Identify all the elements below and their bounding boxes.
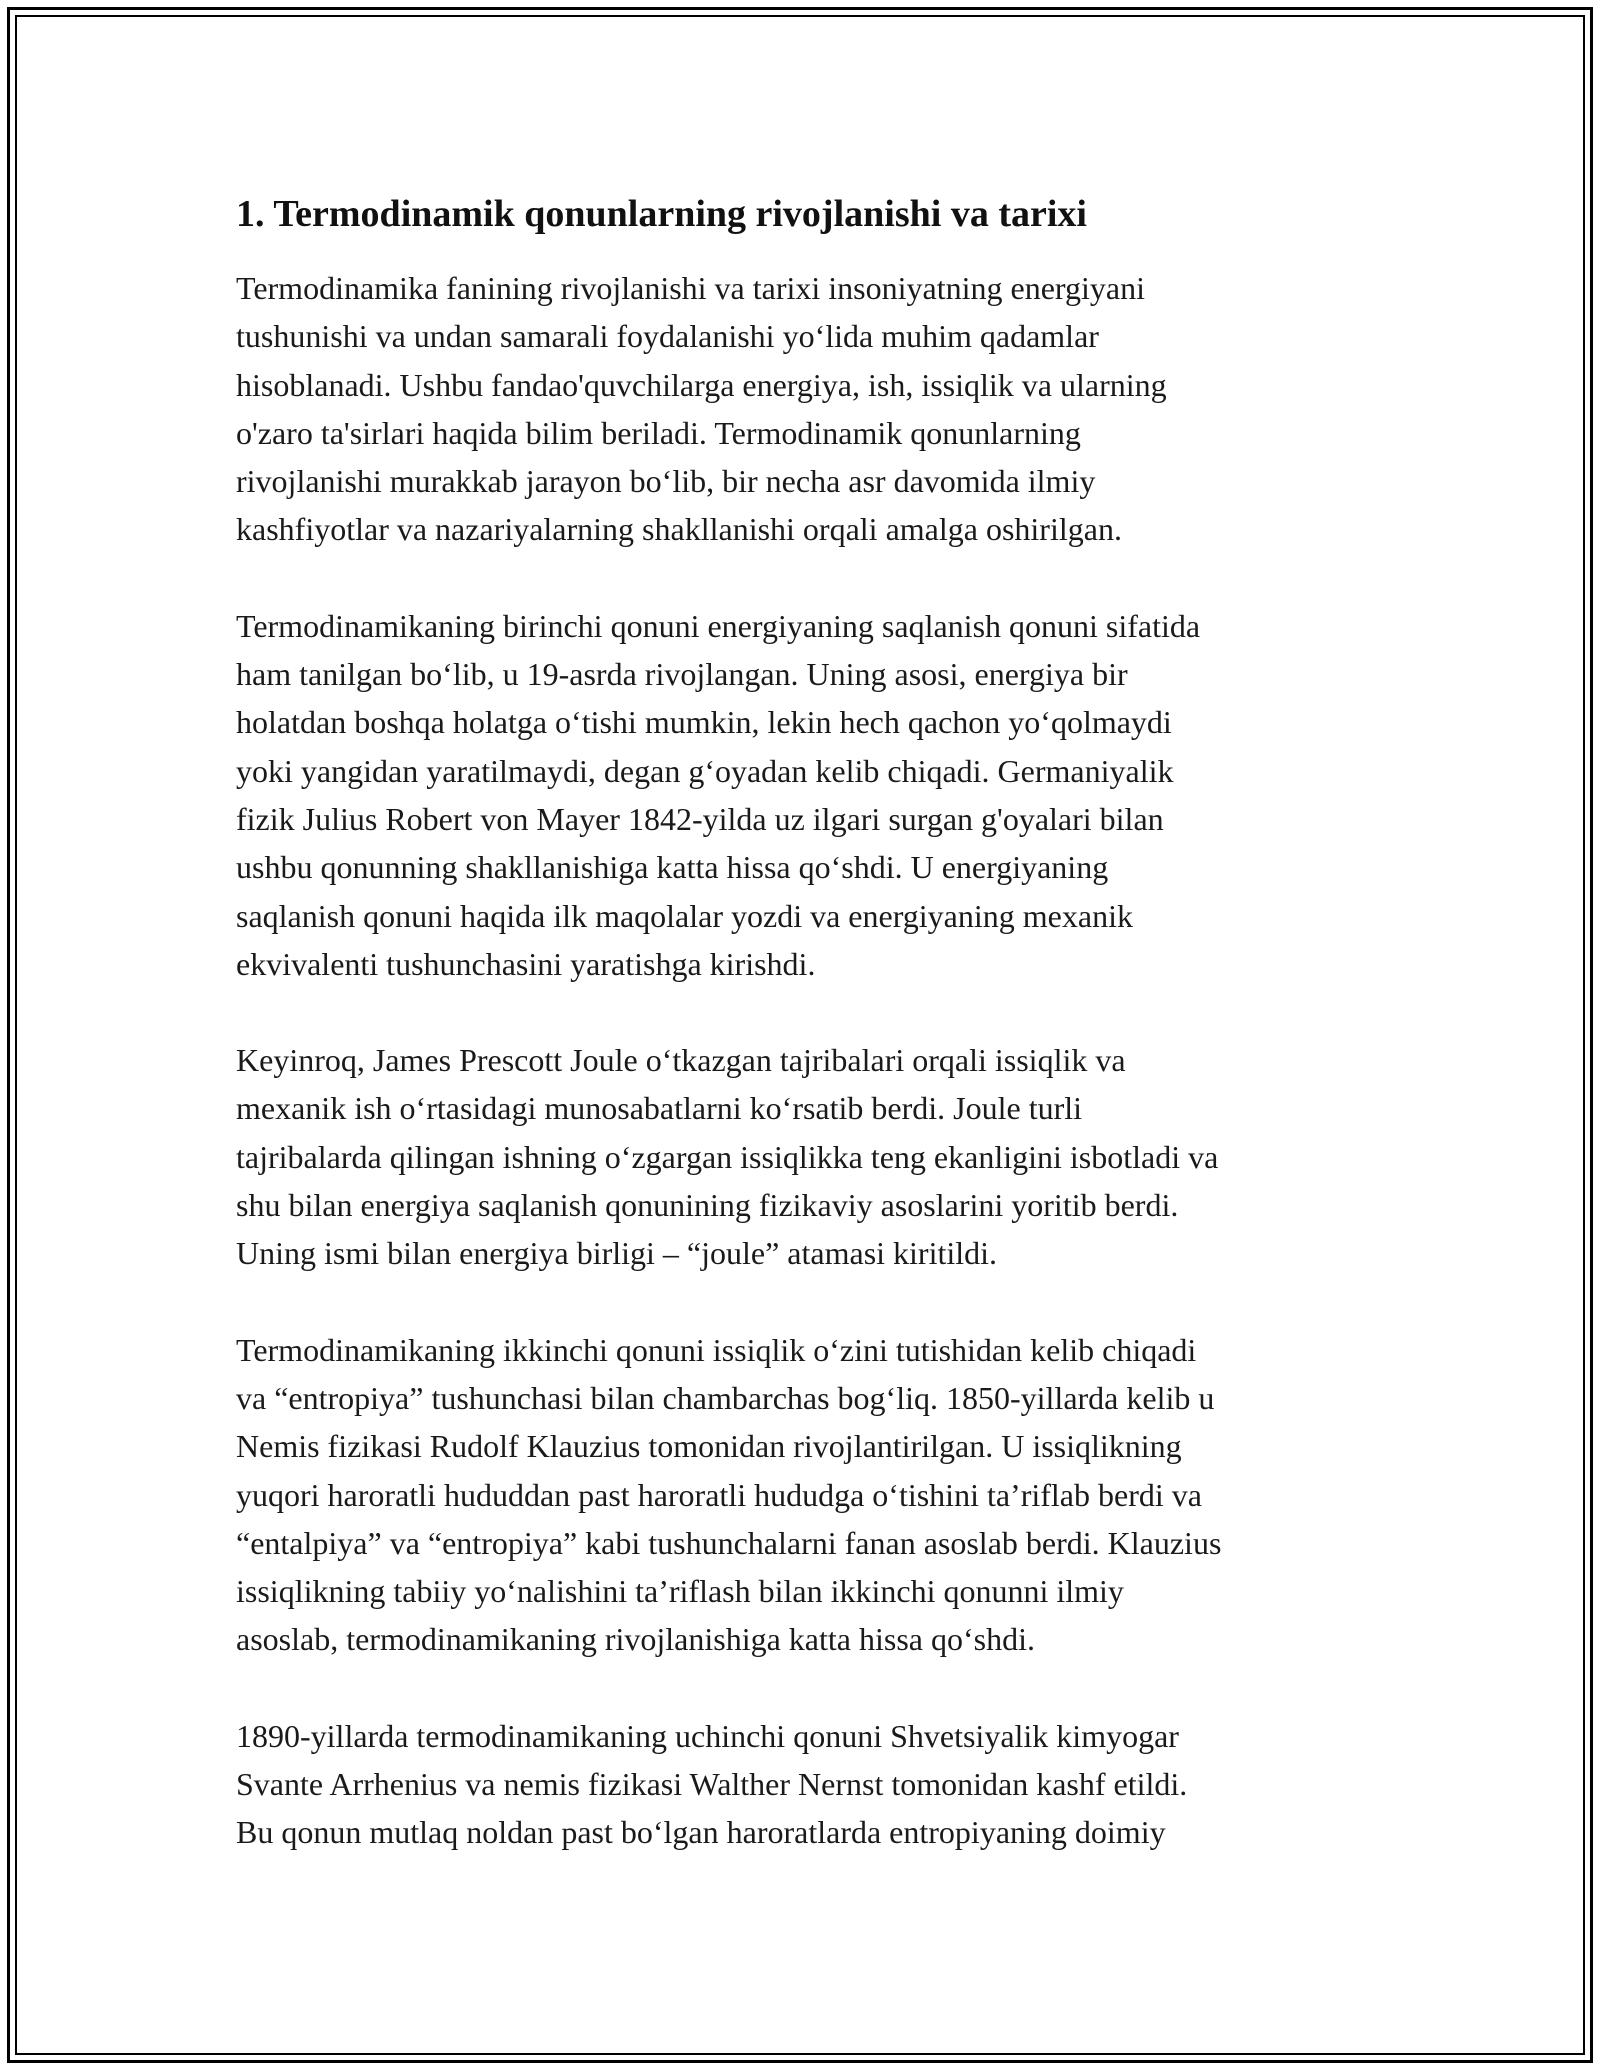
text-line: Bu qonun mutlaq noldan past bo‘lgan haroratlarda entropiyaning doimiy xyxy=(236,1814,1166,1851)
paragraph-first-law xyxy=(236,602,1366,988)
text-line: Uning ismi bilan energiya birligi – “joule” atamasi kiritildi. xyxy=(236,1235,998,1272)
text-line: ham tanilgan bo‘lib, u 19-asrda rivojlangan. Uning asosi, energiya bir xyxy=(236,656,1128,693)
text-line: Termodinamikaning birinchi qonuni energiyaning saqlanish qonuni sifatida xyxy=(236,607,1201,644)
text-line: va “entropiya” tushunchasi bilan chambarchas bog‘liq. 1850-yillarda kelib u xyxy=(236,1379,1215,1416)
text-line: yoki yangidan yaratilmaydi, degan g‘oyadan kelib chiqadi. Germaniyalik xyxy=(236,752,1174,789)
text-line: yuqori haroratli hududdan past haroratli hududga o‘tishini ta’riflab berdi va xyxy=(236,1476,1202,1513)
text-line: tajribalarda qilingan ishning o‘zgargan issiqlikka teng ekanligini isbotladi va xyxy=(236,1138,1219,1175)
text-line: holatdan boshqa holatga o‘tishi mumkin, lekin hech qachon yo‘qolmaydi xyxy=(236,704,1172,741)
text-line: Termodinamikaning ikkinchi qonuni issiqlik o‘zini tutishidan kelib chiqadi xyxy=(236,1331,1197,1368)
text-line: 1890-yillarda termodinamikaning uchinchi qonuni Shvetsiyalik kimyogar xyxy=(236,1717,1179,1754)
text-line: ekvivalenti tushunchasini yaratishga kirishdi. xyxy=(236,945,816,982)
text-line: o'zaro ta'sirlari haqida bilim beriladi. Termodinamik qonunlarning xyxy=(236,414,1081,451)
text-line: asoslab, termodinamikaning rivojlanishiga katta hissa qo‘shdi. xyxy=(236,1621,1035,1658)
text-line: fizik Julius Robert von Mayer 1842-yilda uz ilgari surgan g'oyalari bilan xyxy=(236,800,1164,837)
text-line: mexanik ish o‘rtasidagi munosabatlarni ko‘rsatib berdi. Joule turli xyxy=(236,1090,1083,1127)
paragraph-joule xyxy=(236,1036,1366,1277)
text-line: “entalpiya” va “entropiya” kabi tushunchalarni fanan asoslab berdi. Klauzius xyxy=(236,1524,1222,1561)
paragraph-intro xyxy=(236,264,1366,554)
section-heading: 1. Termodinamik qonunlarning rivojlanishi va tarixi xyxy=(236,193,1087,235)
text-line: shu bilan energiya saqlanish qonunining fizikaviy asoslarini yoritib berdi. xyxy=(236,1187,1179,1224)
paragraph-third-law xyxy=(236,1712,1366,1857)
text-line: Termodinamika fanining rivojlanishi va tarixi insoniyatning energiyani xyxy=(236,270,1145,306)
paragraph-second-law xyxy=(236,1326,1366,1664)
text-line: tushunishi va undan samarali foydalanishi yo‘lida muhim qadamlar xyxy=(236,318,1099,355)
document-body xyxy=(236,186,1366,1857)
text-line: rivojlanishi murakkab jarayon bo‘lib, bir necha asr davomida ilmiy xyxy=(236,463,1096,500)
text-line: Nemis fizikasi Rudolf Klauzius tomonidan rivojlantirilgan. U issiqlikning xyxy=(236,1428,1182,1465)
text-line: hisoblanadi. Ushbu fandao'quvchilarga energiya, ish, issiqlik va ularning xyxy=(236,366,1167,403)
text-line: issiqlikning tabiiy yo‘nalishini ta’riflash bilan ikkinchi qonunni ilmiy xyxy=(236,1573,1124,1610)
text-line: Svante Arrhenius va nemis fizikasi Walther Nernst tomonidan kashf etildi. xyxy=(236,1766,1188,1803)
text-line: ushbu qonunning shakllanishiga katta hissa qo‘shdi. U energiyaning xyxy=(236,849,1109,886)
text-line: Keyinroq, James Prescott Joule o‘tkazgan tajribalari orqali issiqlik va xyxy=(236,1042,1126,1079)
text-line: kashfiyotlar va nazariyalarning shakllanishi orqali amalga oshirilgan. xyxy=(236,511,1122,548)
text-line: saqlanish qonuni haqida ilk maqolalar yozdi va energiyaning mexanik xyxy=(236,897,1133,934)
